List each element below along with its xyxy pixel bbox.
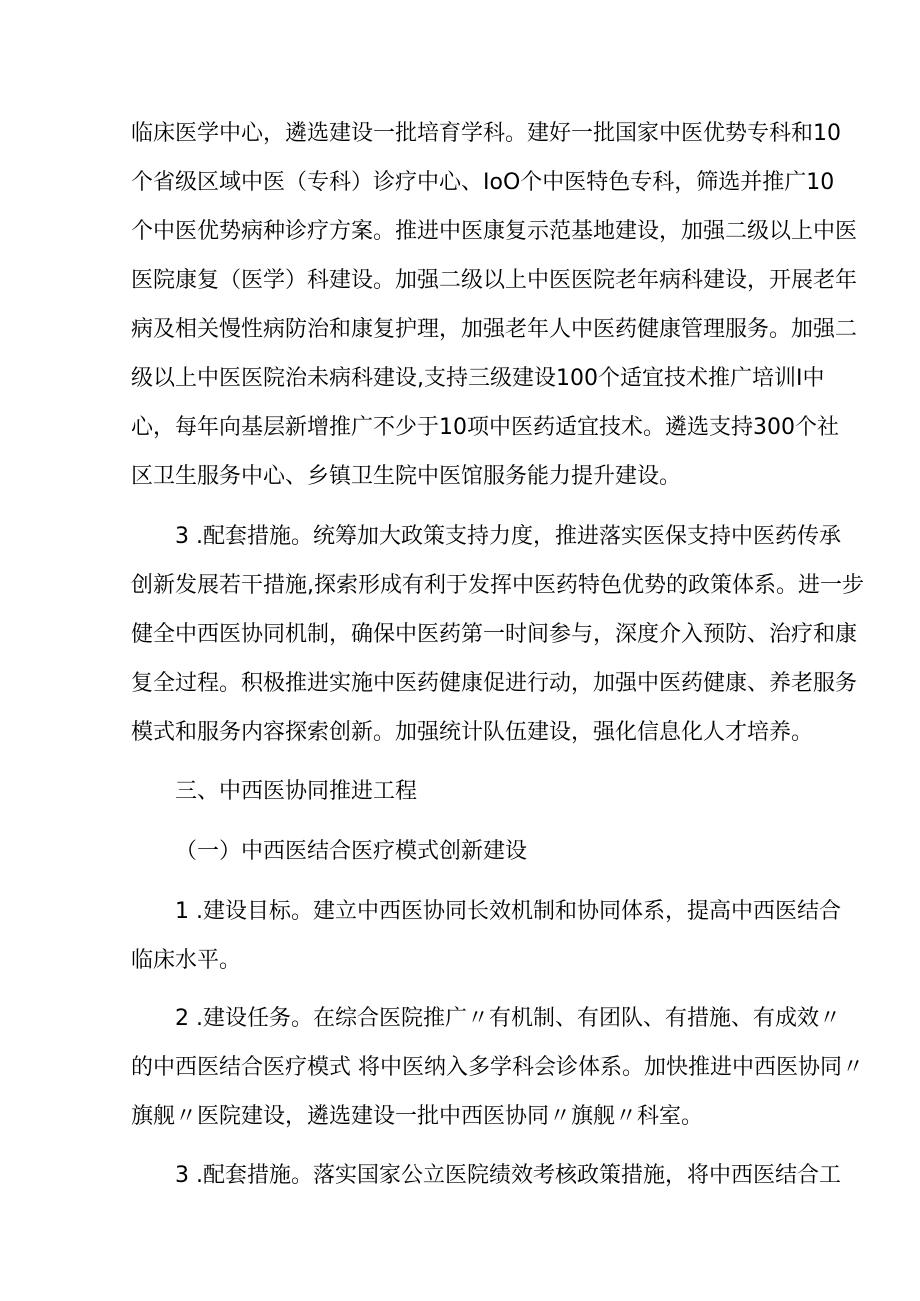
text-line: 复全过程。积极推进实施中医药健康促进行动，加强中医药健康、养老服务 xyxy=(131,671,858,696)
section-heading: 三、中西医协同推进工程 xyxy=(175,779,418,804)
text-line: 旗舰〃医院建设，遴选建设一批中西医协同〃旗舰〃科室。 xyxy=(131,1104,704,1129)
text-line: 个中医优势病种诊疗方案。推进中医康复示范基地建设，加强二级以上中医 xyxy=(131,219,858,244)
text-line: 临床水平。 xyxy=(131,948,242,973)
text-line: 3 .配套措施。落实国家公立医院绩效考核政策措施，将中西医结合工 xyxy=(175,1163,841,1188)
text-line: 临床医学中心，遴选建设一批培育学科。建好一批国家中医优势专科和10 xyxy=(131,121,841,146)
text-line: 模式和服务内容探索创新。加强统计队伍建设，强化信息化人才培养。 xyxy=(131,720,814,745)
text-line: 区卫生服务中心、乡镇卫生院中医馆服务能力提升建设。 xyxy=(131,464,682,489)
text-line: 的中西医结合医疗模式 将中医纳入多学科会诊体系。加快推进中西医协同〃 xyxy=(131,1055,864,1080)
subsection-heading: （一）中西医结合医疗模式创新建设 xyxy=(175,839,528,864)
text-line: 个省级区域中医（专科）诊疗中心、IoO个中医特色专科，筛选并推广10 xyxy=(131,170,835,195)
text-line: 1 .建设目标。建立中西医协同长效机制和协同体系，提高中西医结合 xyxy=(175,899,841,924)
text-line: 级以上中医医院治未病科建设,支持三级建设100个适宜技术推广培训I中 xyxy=(131,366,825,391)
text-line: 创新发展若干措施,探索形成有利于发挥中医药特色优势的政策体系。进一步 xyxy=(131,573,864,598)
text-line: 健全中西医协同机制，确保中医药第一时间参与，深度介入预防、治疗和康 xyxy=(131,622,858,647)
text-line: 病及相关慢性病防治和康复护理，加强老年人中医药健康管理服务。加强二 xyxy=(131,317,858,342)
text-line: 3 .配套措施。统筹加大政策支持力度，推进落实医保支持中医药传承 xyxy=(175,524,841,549)
text-line: 医院康复（医学）科建设。加强二级以上中医医院老年病科建设，开展老年 xyxy=(131,268,858,293)
text-line: 心，每年向基层新增推广不少于10项中医药适宜技术。遴选支持300个社 xyxy=(131,415,839,440)
text-line: 2 .建设任务。在综合医院推广〃有机制、有团队、有措施、有成效〃 xyxy=(175,1006,841,1031)
